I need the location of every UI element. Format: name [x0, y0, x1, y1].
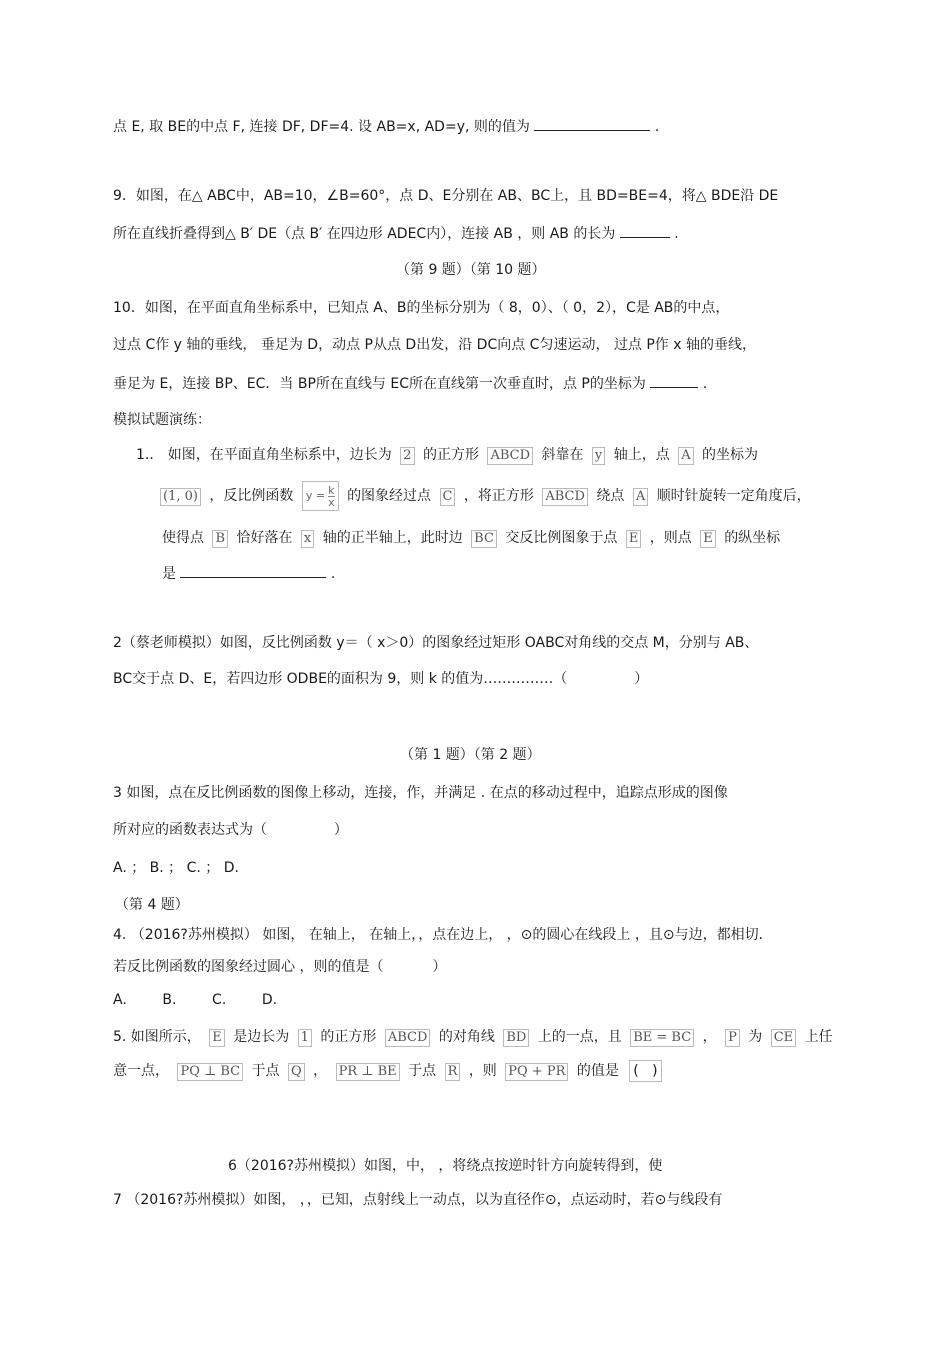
formula-a: A — [678, 447, 693, 465]
m1-line1: 1.． 如图，在平面直角坐标系中，边长为 2 的正方形 ABCD 斜靠在 y 轴上，点 A 的坐标为 — [136, 447, 759, 463]
q10-line2: 过点 C作 y 轴的垂线， 垂足为 D，动点 P从点 D出发，沿 DC向点 C匀速运动， 过点 P作 x 轴的垂线， — [113, 337, 756, 353]
formula-bc: BC — [471, 530, 497, 548]
formula-abcd: ABCD — [542, 488, 588, 506]
formula-bd: BD — [503, 1029, 529, 1047]
formula-abcd: ABCD — [385, 1029, 431, 1047]
m5-line1: 5. 如图所示， E 是边长为 1 的正方形 ABCD 的对角线 BD 上的一点，且 BE = BC ， P 为 CE 上任 — [113, 1029, 833, 1045]
m1-line4: 是 . — [162, 563, 335, 584]
formula-e: E — [209, 1029, 225, 1047]
m4-options: A. B. C. D. — [113, 992, 278, 1008]
m3-line1: 3 如图，点在反比例函数的图像上移动，连接，作，并满足 . 在点的移动过程中，追踪点形成的图像 — [113, 785, 728, 801]
formula-1: 1 — [298, 1029, 312, 1047]
m7-line: 7 （2016?苏州模拟）如图， ，，已知，点射线上一动点，以为直径作⊙，点运动时，若⊙与线段有 — [113, 1192, 723, 1208]
m2-line1: 2（蔡老师模拟）如图，反比例函数 y＝（ x＞0）的图象经过矩形 OABC对角线的交点 M，分别与 AB、 — [113, 635, 759, 651]
formula-c: C — [440, 488, 456, 506]
q10-line1: 10．如图，在平面直角坐标系中，已知点 A、B的坐标分别为（ 8，0）、（ 0，2），C是 AB的中点， — [113, 300, 730, 316]
text-line-top: 点 E, 取 BE的中点 F, 连接 DF, DF=4. 设 AB=x, AD=y, 则的值为 . — [113, 116, 659, 137]
m1-line2: (1, 0) ，反比例函数 y = $\frac{k}{x}$ 的图象经过点 C ，将正方形 ABCD 绕点 A 顺时针旋转一定角度后， — [160, 481, 811, 511]
m2-line2: BC交于点 D、E，若四边形 ODBE的面积为 9，则 k 的值为……………（ ） — [113, 671, 649, 687]
formula-2: 2 — [400, 447, 414, 465]
q10-line3: 垂足为 E，连接 BP、EC．当 BP所在直线与 EC所在直线第一次垂直时，点 P的坐标为 . — [113, 373, 707, 394]
formula-e: E — [626, 530, 642, 548]
m3-line2: 所对应的函数表达式为（ ） — [113, 822, 348, 838]
formula-e: E — [700, 530, 716, 548]
answer-blank — [534, 116, 650, 131]
m4-line2: 若反比例函数的图象经过圆心 ，则的值是（ ） — [113, 959, 447, 975]
formula-pr-perp-be: PR ⊥ BE — [336, 1063, 400, 1081]
formula-pq-plus-pr: PQ + PR — [505, 1063, 568, 1081]
m5-line2: 意一点， PQ ⊥ BC 于点 Q ， PR ⊥ BE 于点 R ，则 PQ + PR 的值是 ( ) — [113, 1060, 662, 1082]
m6-line: 6（2016?苏州模拟）如图，中， ，将绕点按逆时针方向旋转得到，使 — [228, 1158, 663, 1174]
answer-blank — [180, 563, 326, 578]
caption-9-10: （第 9 题）（第 10 题） — [396, 262, 546, 278]
m3-options: A. ； B. ； C. ； D. — [113, 860, 239, 876]
formula-ce: CE — [771, 1029, 796, 1047]
section-title: 模拟试题演练： — [113, 412, 211, 428]
answer-paren: ( ) — [629, 1060, 661, 1082]
q9-line1: 9．如图，在△ ABC中，AB=10，∠B=60°，点 D、E分别在 AB、BC上，且 BD=BE=4，将△ BDE沿 DE — [113, 188, 779, 204]
formula-x: x — [301, 530, 314, 548]
formula-r: R — [445, 1063, 461, 1081]
formula-abcd: ABCD — [487, 447, 533, 465]
formula-be-eq-bc: BE = BC — [630, 1029, 694, 1047]
formula-p: P — [725, 1029, 740, 1047]
formula-pq-perp-bc: PQ ⊥ BC — [177, 1063, 243, 1081]
m4-line1: 4. （2016?苏州模拟） 如图， 在轴上， 在轴上，，点在边上， ，⊙的圆心在线段上 ，且⊙与边，都相切． — [113, 927, 773, 943]
answer-blank — [650, 373, 698, 388]
formula-q: Q — [288, 1063, 305, 1081]
answer-blank — [620, 223, 670, 238]
formula-y: y — [592, 447, 605, 465]
formula-point-1-0: (1, 0) — [160, 488, 201, 506]
m1-line3: 使得点 B 恰好落在 x 轴的正半轴上，此时边 BC 交反比例图象于点 E ，则点 E 的纵坐标 — [162, 530, 781, 546]
formula-a: A — [633, 488, 648, 506]
formula-y-k-over-x: y = $\frac{k}{x}$ — [302, 481, 339, 511]
q9-line2: 所在直线折叠得到△ B′ DE（点 B′ 在四边形 ADEC内），连接 AB ，则 AB 的长为 . — [113, 223, 679, 244]
caption-4: （第 4 题） — [115, 897, 189, 913]
formula-b: B — [212, 530, 228, 548]
caption-1-2: （第 1 题）（第 2 题） — [400, 747, 541, 763]
